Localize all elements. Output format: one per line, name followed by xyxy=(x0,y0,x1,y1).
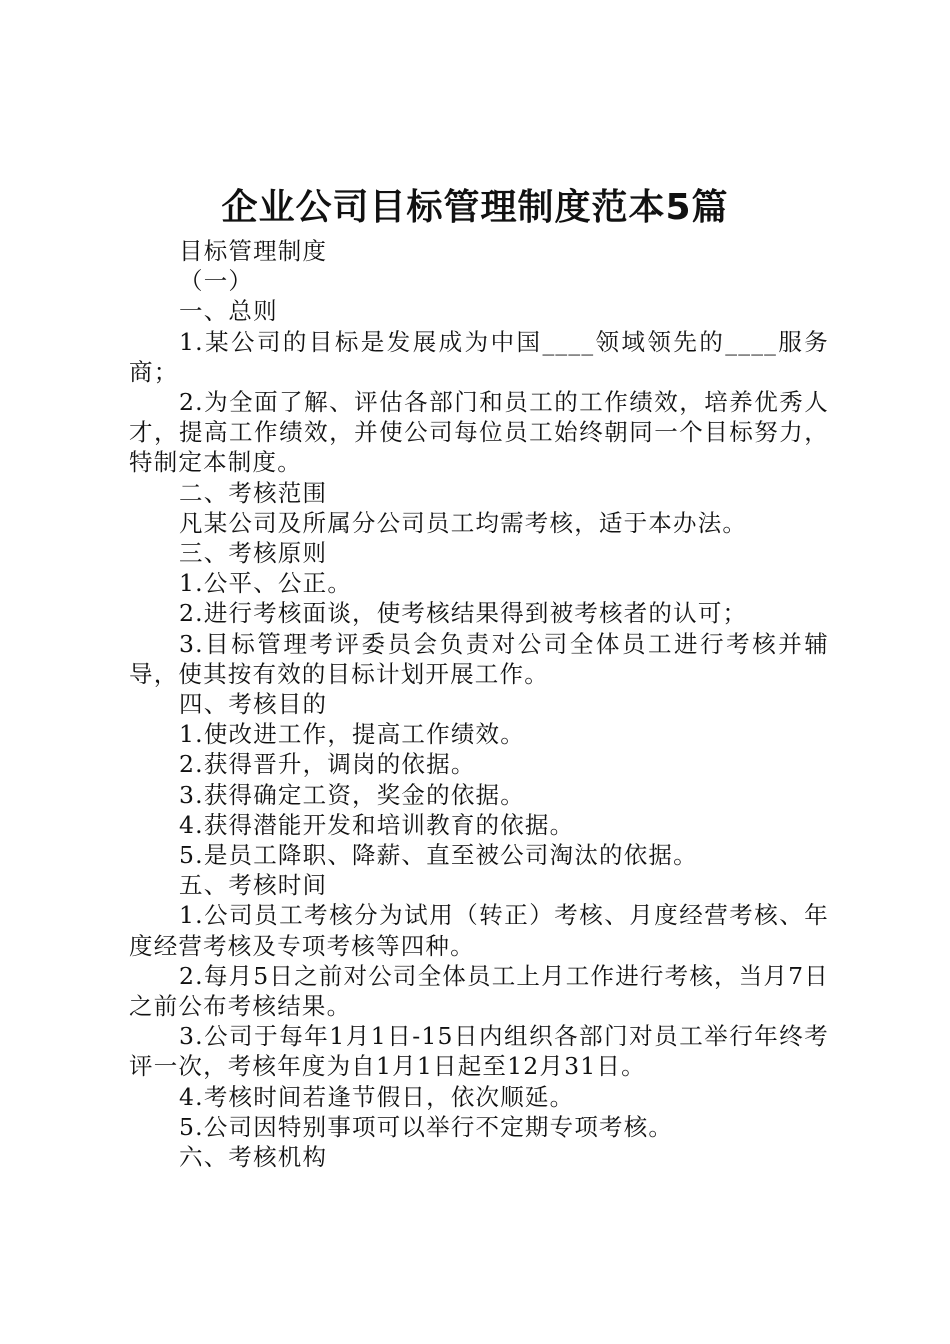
paragraph: 3.获得确定工资，奖金的依据。 xyxy=(179,780,525,809)
paragraph-heading-principles: 三、考核原则 xyxy=(179,539,328,568)
document-body xyxy=(129,236,829,1172)
paragraph: 4.考核时间若逢节假日，依次顺延。 xyxy=(179,1082,575,1111)
paragraph: 2.获得晋升，调岗的依据。 xyxy=(179,750,476,779)
paragraph: 2.每月5日之前对公司全体员工上月工作进行考核，当月7日之前公布考核结果。 xyxy=(129,961,829,1021)
paragraph-heading-general: 一、总则 xyxy=(179,297,278,326)
paragraph: 5.是员工降职、降薪、直至被公司淘汰的依据。 xyxy=(179,841,698,870)
paragraph: 2.为全面了解、评估各部门和员工的工作绩效，培养优秀人才，提高工作绩效，并使公司每位员工始终朝同一个目标努力，特制定本制度。 xyxy=(129,388,829,477)
paragraph: 1.使改进工作，提高工作绩效。 xyxy=(179,720,525,749)
paragraph: 4.获得潜能开发和培训教育的依据。 xyxy=(179,810,575,839)
paragraph: 1.公平、公正。 xyxy=(179,569,353,598)
paragraph-heading-time: 五、考核时间 xyxy=(179,871,328,900)
paragraph: 2.进行考核面谈，使考核结果得到被考核者的认可； xyxy=(179,599,748,628)
paragraph: 3.公司于每年1月1日-15日内组织各部门对员工举行年终考评一次，考核年度为自1月1日起至12月31日。 xyxy=(129,1022,829,1081)
paragraph-heading-organization: 六、考核机构 xyxy=(179,1143,328,1172)
document-title: 企业公司目标管理制度范本5篇 xyxy=(221,187,729,228)
paragraph: 1.公司员工考核分为试用（转正）考核、月度经营考核、年度经营考核及专项考核等四种。 xyxy=(129,901,829,960)
paragraph-heading-purpose: 四、考核目的 xyxy=(179,690,328,719)
paragraph-part-number: （一） xyxy=(179,267,254,296)
paragraph: 1.某公司的目标是发展成为中国____领域领先的____服务商； xyxy=(129,327,829,386)
paragraph: 5.公司因特别事项可以举行不定期专项考核。 xyxy=(179,1112,674,1141)
paragraph: 凡某公司及所属分公司员工均需考核，适于本办法。 xyxy=(179,508,748,537)
paragraph: 3.目标管理考评委员会负责对公司全体员工进行考核并辅导，使其按有效的目标计划开展工作。 xyxy=(129,629,829,688)
paragraph-section-heading: 目标管理制度 xyxy=(179,237,328,265)
paragraph-heading-scope: 二、考核范围 xyxy=(179,478,328,507)
